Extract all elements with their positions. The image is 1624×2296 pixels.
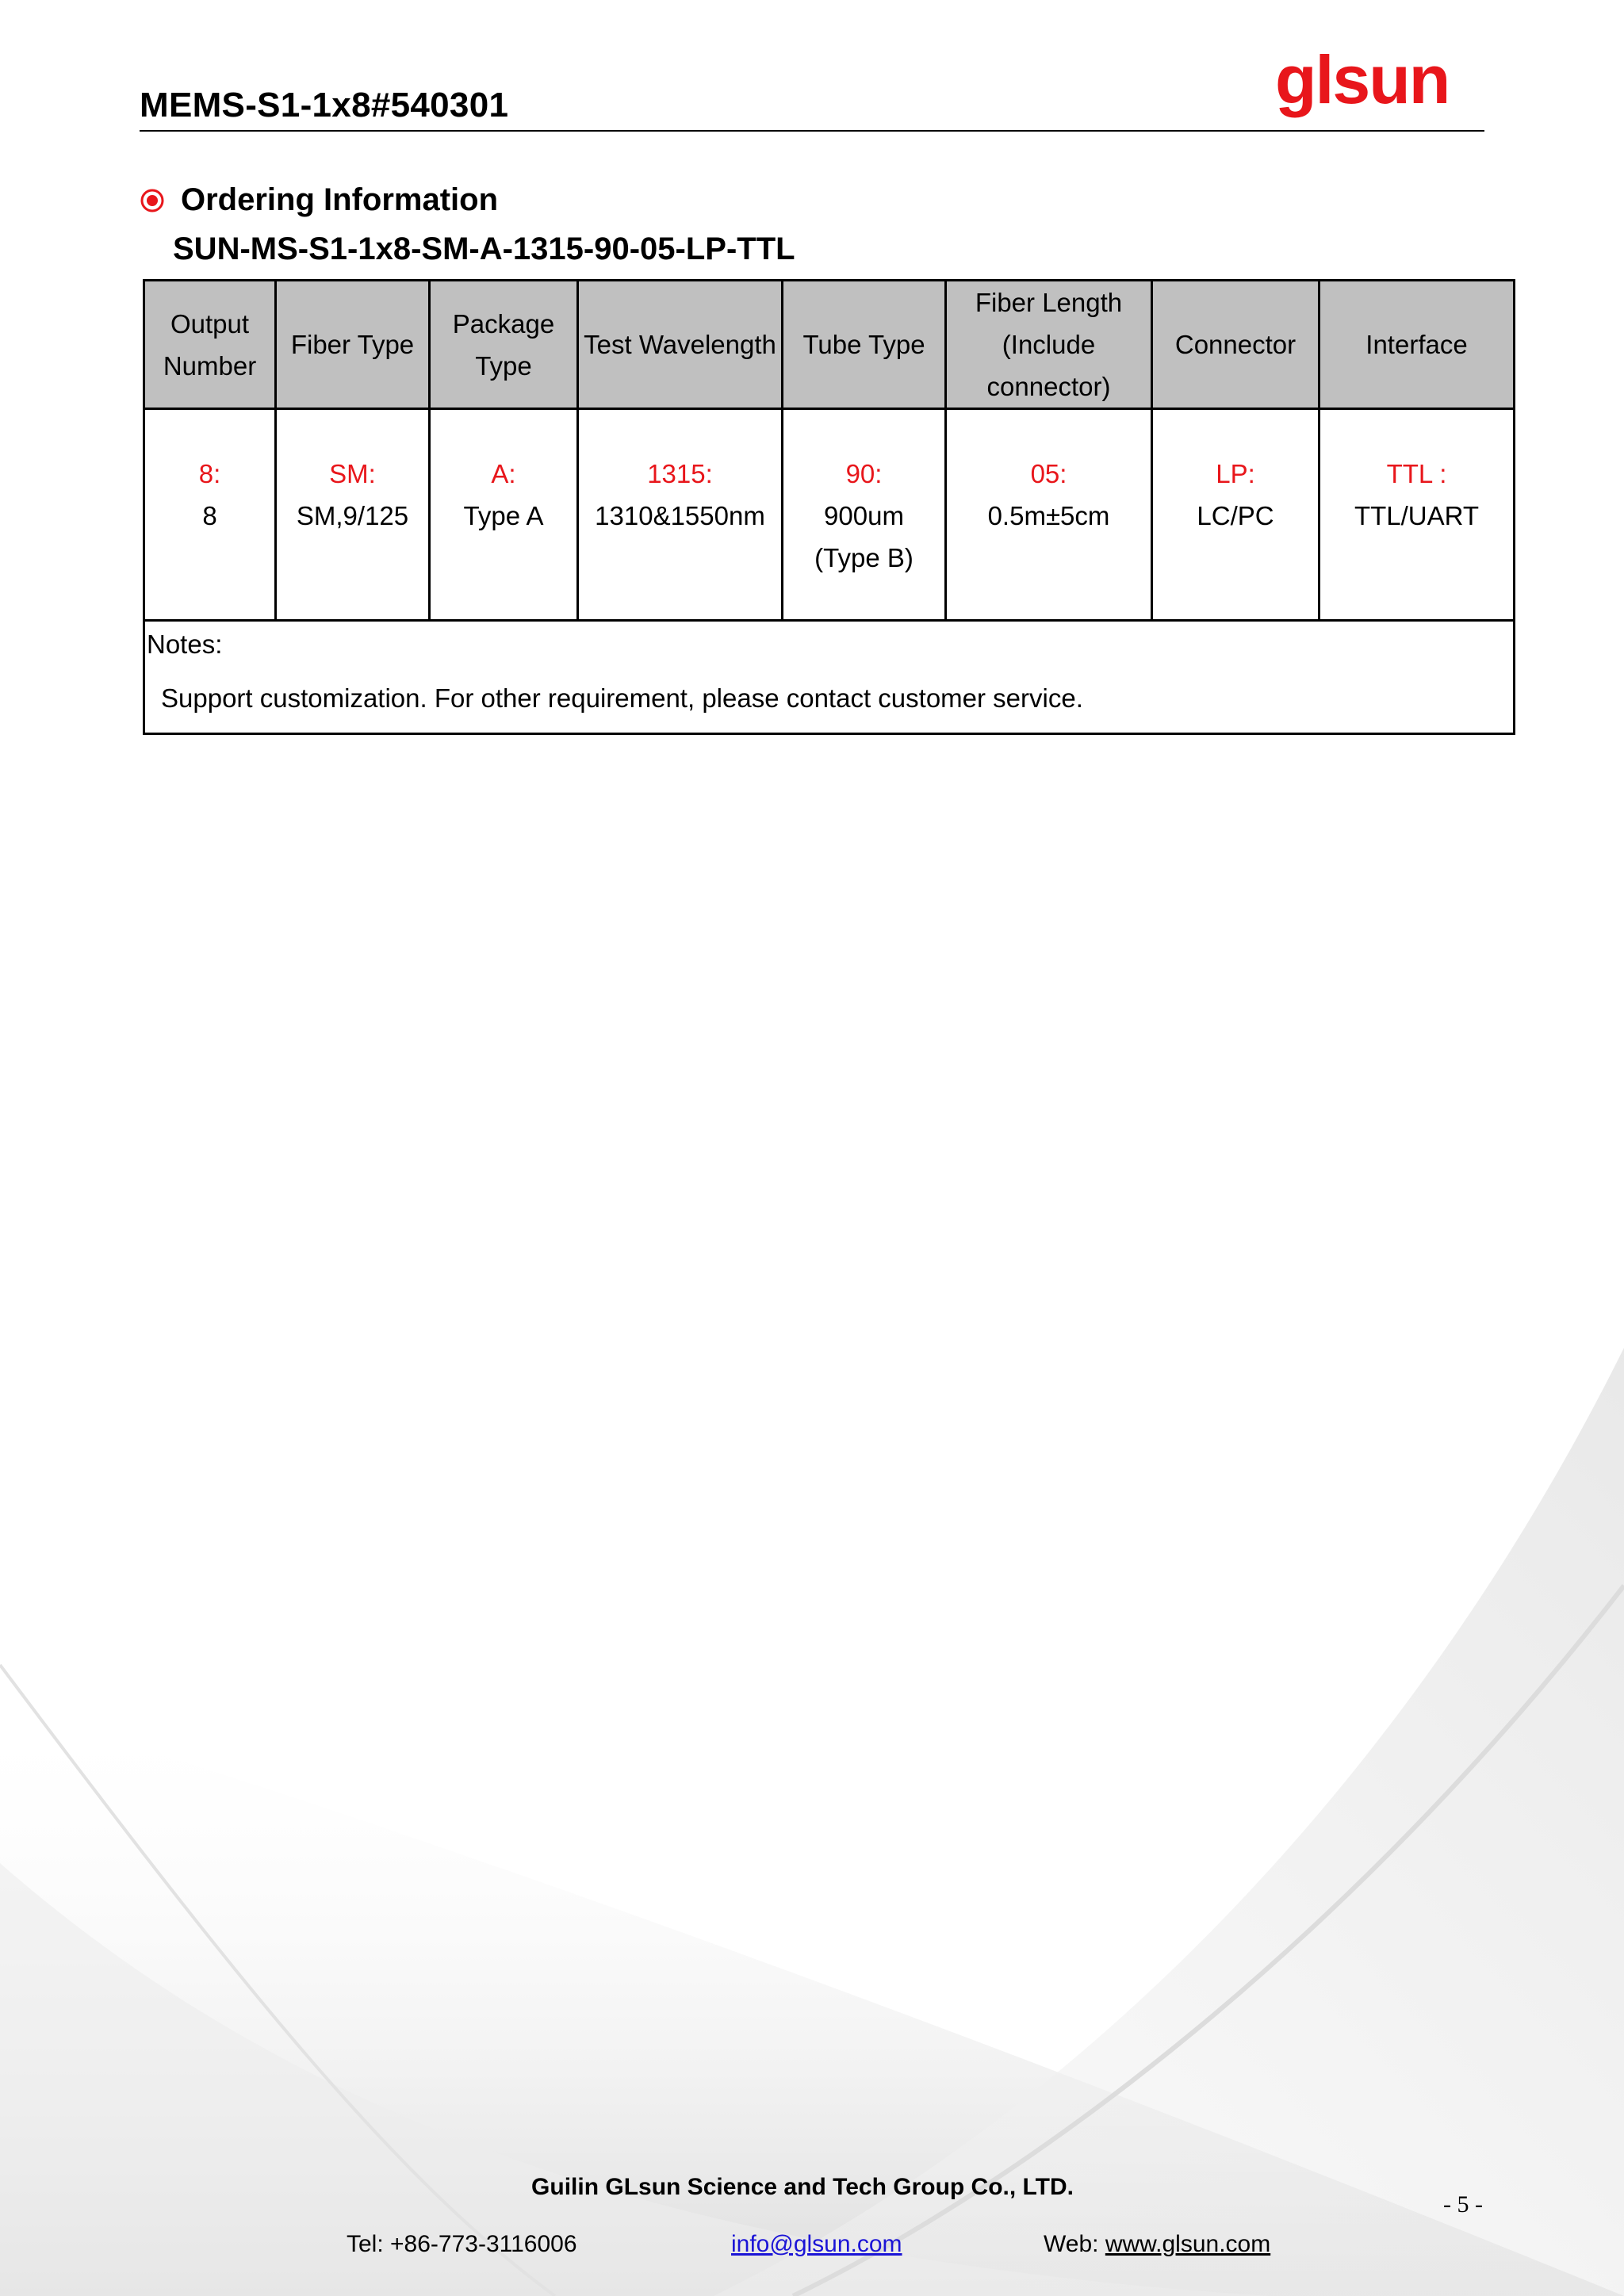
section-title: Ordering Information xyxy=(181,182,498,217)
section-heading xyxy=(140,182,498,218)
company-name: Guilin GLsun Science and Tech Group Co., LTD. xyxy=(531,2174,1074,2200)
notes-row xyxy=(144,621,1515,734)
page-number: - 5 - xyxy=(1443,2191,1483,2218)
order-code: SUN-MS-S1-1x8-SM-A-1315-90-05-LP-TTL xyxy=(173,232,795,266)
table-header-row xyxy=(144,281,1515,409)
telephone: Tel: +86-773-3116006 xyxy=(347,2231,577,2257)
website xyxy=(1044,2231,1270,2258)
ordering-table xyxy=(143,279,1515,735)
value-cell: SM: SM,9/125 xyxy=(276,409,430,621)
header-cell: Interface xyxy=(1320,281,1515,409)
email-link[interactable]: info@glsun.com xyxy=(731,2231,902,2257)
header-cell: Output Number xyxy=(144,281,276,409)
value-cell: 8: 8 xyxy=(144,409,276,621)
document-title: MEMS-S1-1x8#540301 xyxy=(140,86,509,124)
logo-text: glsun xyxy=(1275,54,1450,118)
value-cell: A: Type A xyxy=(430,409,578,621)
header-cell: Fiber Length (Include connector) xyxy=(946,281,1152,409)
radio-bullet-icon xyxy=(140,188,165,213)
web-label: Web: xyxy=(1044,2231,1105,2257)
website-link[interactable]: www.glsun.com xyxy=(1105,2231,1271,2257)
header-rule xyxy=(140,130,1484,132)
header-cell: Connector xyxy=(1152,281,1320,409)
notes-text: Support customization. For other requirement, please contact customer service. xyxy=(161,683,1083,713)
header-cell: Fiber Type xyxy=(276,281,430,409)
notes-cell xyxy=(144,621,1515,734)
value-cell: 1315: 1310&1550nm xyxy=(578,409,783,621)
header-cell: Tube Type xyxy=(783,281,946,409)
notes-label: Notes: xyxy=(147,629,223,659)
header-cell: Package Type xyxy=(430,281,578,409)
value-cell: 05: 0.5m±5cm xyxy=(946,409,1152,621)
value-cell: 90: 900um (Type B) xyxy=(783,409,946,621)
glsun-logo xyxy=(1275,54,1489,133)
header-cell: Test Wavelength xyxy=(578,281,783,409)
value-cell: LP: LC/PC xyxy=(1152,409,1320,621)
value-cell: TTL : TTL/UART xyxy=(1320,409,1515,621)
table-row xyxy=(144,409,1515,621)
